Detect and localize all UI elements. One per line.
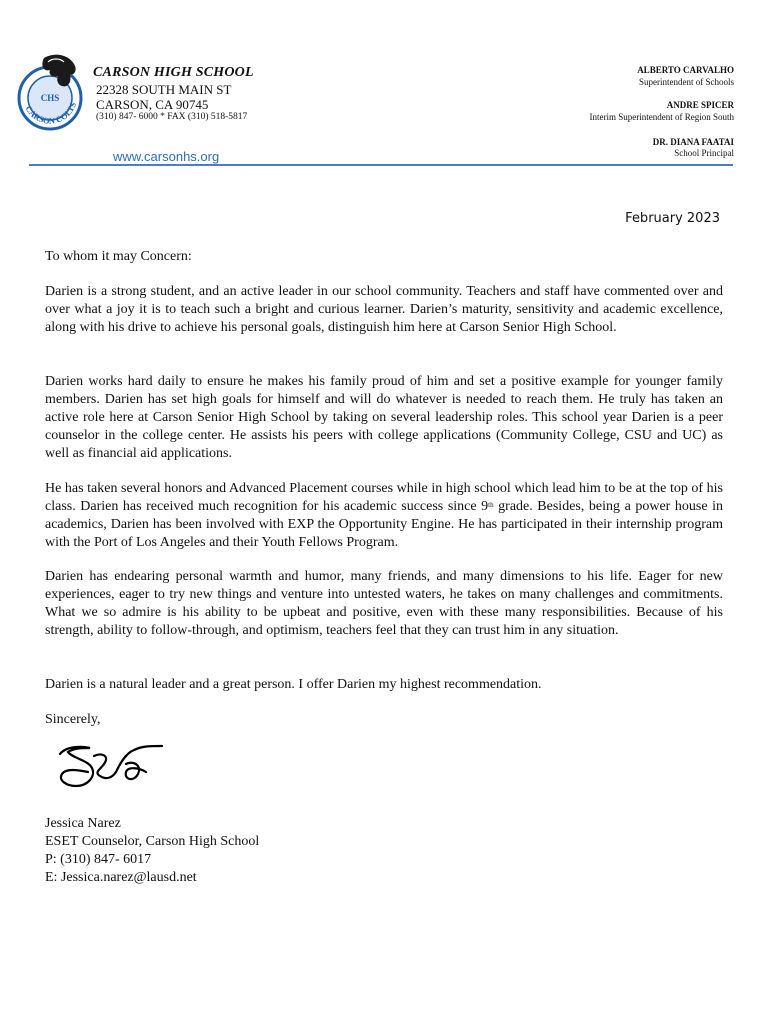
closing: Sincerely, (45, 712, 101, 727)
official-2-name: ANDRE SPICER (666, 100, 734, 110)
paragraph-5: Darien is a natural leader and a great person. I offer Darien my highest recommendation. (45, 677, 542, 692)
address-line-1: 22328 SOUTH MAIN ST (96, 82, 232, 97)
paragraph-4 (45, 568, 723, 640)
header-divider (29, 164, 733, 166)
signer-phone: P: (310) 847- 6017 (45, 852, 152, 867)
paragraph-3 (45, 480, 723, 552)
official-3-name: DR. DIANA FAATAI (652, 137, 734, 147)
handwritten-signature (54, 742, 168, 792)
address-line-2: CARSON, CA 90745 (96, 97, 209, 112)
official-2-title: Interim Superintendent of Region South (589, 112, 734, 122)
paragraph-2-text: Darien works hard daily to ensure he makes his family proud of him and set a positive example for younger family members. Darien has set high goals for himself and will do whatever is needed to reach them. He truly has taken an active role here at Carson Senior High School by taking on several leadership roles. This school year Darien is a peer counselor in the college center. He assists his peers with college applications (Community College, CSU and UC) as well as financial aid applications. (45, 374, 723, 461)
school-seal-logo (14, 52, 94, 134)
letter-date: February 2023 (625, 211, 720, 226)
official-1-name: ALBERTO CARVALHO (637, 65, 734, 75)
ordinal-suffix: th (488, 501, 494, 509)
seal-center-text: CHS (40, 93, 60, 103)
signer-name: Jessica Narez (45, 816, 121, 831)
salutation: To whom it may Concern: (45, 249, 192, 264)
paragraph-2 (45, 373, 723, 463)
official-1-title: Superintendent of Schools (639, 77, 734, 87)
official-3-title: School Principal (674, 148, 734, 158)
paragraph-1 (45, 283, 723, 337)
paragraph-1-text: Darien is a strong student, and an active leader in our school community. Teachers and staff have commented over and over what a joy it is to teach such a bright and curious learner. Darien’s maturity, sensitivity and academic excellence, along with his drive to achieve his personal goals, distinguish him here at Carson Senior High School. (45, 284, 723, 335)
signer-email[interactable]: E: Jessica.narez@lausd.net (45, 870, 197, 885)
seal-ring-text: CARSON COLTS (23, 100, 79, 126)
phone-fax: (310) 847- 6000 * FAX (310) 518-5817 (96, 112, 248, 122)
website-link[interactable]: www.carsonhs.org (113, 149, 220, 164)
school-name: CARSON HIGH SCHOOL (93, 65, 254, 80)
paragraph-3-text-b: grade. Besides, being a power house in academics, Darien has been involved with EXP the Opportunity Engine. He has participated in their internship program with the Port of Los Angeles and their Youth Fellows Program. (45, 499, 723, 550)
paragraph-3-text-a: He has taken several honors and Advanced Placement courses while in high school which lead him to be at the top of his class. Darien has received much recognition for his academic success since 9 (45, 481, 723, 514)
signer-title: ESET Counselor, Carson High School (45, 834, 260, 849)
paragraph-4-text: Darien has endearing personal warmth and humor, many friends, and many dimensions to his life. Eager for new experiences, eager to try new things and venture into untested waters, he takes on many challenges and commitments. What we so admire is his ability to be upbeat and positive, even with these many responsibilities. Because of his strength, ability to follow-through, and optimism, teachers feel that they can trust him in any situation. (45, 569, 723, 638)
